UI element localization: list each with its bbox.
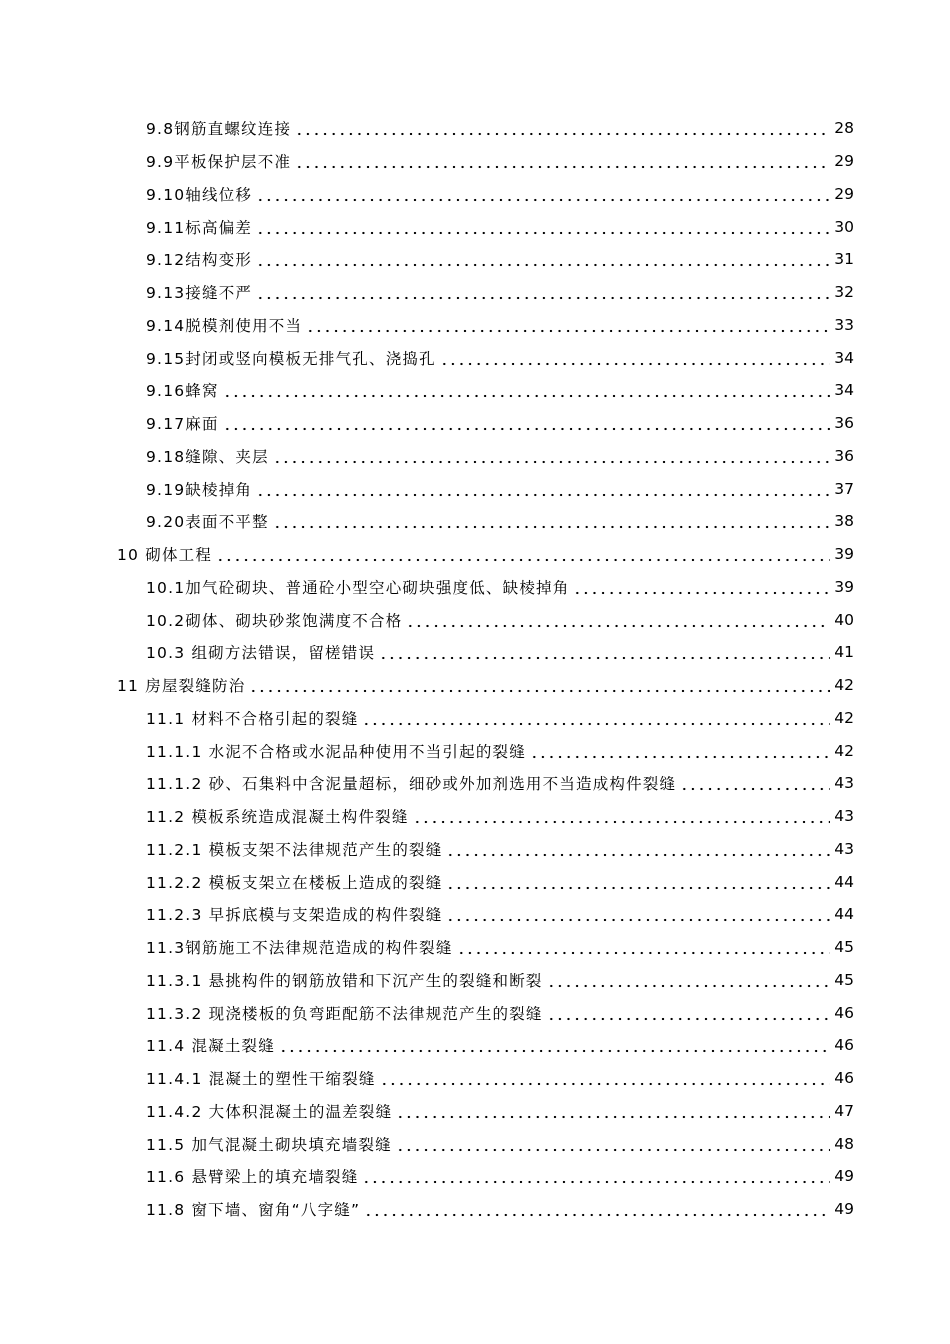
toc-entry-page-number: 44	[834, 872, 854, 891]
toc-entry-title: 9.15封闭或竖向模板无排气孔、浇捣孔	[146, 349, 436, 368]
toc-entry[interactable]	[0, 767, 950, 800]
toc-entry[interactable]	[0, 931, 950, 964]
dot-leader	[295, 153, 830, 169]
toc-entry-page-number: 49	[834, 1167, 854, 1186]
dot-leader	[256, 186, 830, 202]
toc-entry[interactable]	[0, 669, 950, 702]
toc-entry[interactable]	[0, 374, 950, 407]
toc-entry-page-number: 42	[834, 708, 854, 727]
toc-entry-page-number: 48	[834, 1134, 854, 1153]
toc-entry-page-number: 40	[834, 610, 854, 629]
toc-entry[interactable]	[0, 603, 950, 636]
toc-entry-title: 9.16蜂窝	[146, 382, 219, 401]
toc-entry-page-number: 30	[834, 217, 854, 236]
toc-entry-page-number: 43	[834, 839, 854, 858]
toc-entry-title: 9.17麻面	[146, 415, 219, 434]
dot-leader	[256, 251, 830, 267]
toc-entry[interactable]	[0, 341, 950, 374]
toc-entry-title: 11.1.2 砂、石集料中含泥量超标，细砂或外加剂选用不当造成构件裂缝	[146, 775, 677, 794]
table-of-contents	[0, 112, 950, 1226]
toc-entry[interactable]	[0, 1095, 950, 1128]
dot-leader	[396, 1103, 830, 1119]
dot-leader	[273, 513, 830, 529]
toc-entry-page-number: 49	[834, 1200, 854, 1219]
dot-leader	[256, 481, 830, 497]
toc-entry[interactable]	[0, 1160, 950, 1193]
dot-leader	[396, 1136, 830, 1152]
toc-entry[interactable]	[0, 178, 950, 211]
toc-entry-title: 11.1 材料不合格引起的裂缝	[146, 709, 359, 728]
toc-entry[interactable]	[0, 964, 950, 997]
dot-leader	[279, 1037, 830, 1053]
toc-entry-title: 10.1加气砼砌块、普通砼小型空心砌块强度低、缺棱掉角	[146, 578, 570, 597]
toc-entry[interactable]	[0, 1127, 950, 1160]
toc-entry-page-number: 43	[834, 774, 854, 793]
dot-leader	[446, 906, 830, 922]
toc-entry-title: 10.2砌体、砌块砂浆饱满度不合格	[146, 611, 403, 630]
toc-entry-title: 11.2.3 早拆底模与支架造成的构件裂缝	[146, 906, 443, 925]
dot-leader	[273, 448, 830, 464]
dot-leader	[547, 972, 830, 988]
toc-entry[interactable]	[0, 1029, 950, 1062]
dot-leader	[440, 350, 830, 366]
toc-entry[interactable]	[0, 996, 950, 1029]
toc-entry[interactable]	[0, 636, 950, 669]
toc-entry[interactable]	[0, 112, 950, 145]
toc-entry-title: 9.12结构变形	[146, 251, 253, 270]
toc-entry-title: 9.20表面不平整	[146, 513, 269, 532]
toc-entry-title: 11.1.1 水泥不合格或水泥品种使用不当引起的裂缝	[146, 742, 526, 761]
toc-entry-title: 9.18缝隙、夹层	[146, 447, 269, 466]
dot-leader	[362, 1168, 830, 1184]
dot-leader	[223, 382, 830, 398]
toc-entry-title: 9.9平板保护层不准	[146, 153, 292, 172]
toc-entry[interactable]	[0, 309, 950, 342]
dot-leader	[413, 808, 830, 824]
toc-entry-page-number: 34	[834, 381, 854, 400]
toc-entry[interactable]	[0, 833, 950, 866]
dot-leader	[406, 612, 830, 628]
toc-entry[interactable]	[0, 472, 950, 505]
dot-leader	[362, 710, 830, 726]
toc-entry-page-number: 28	[834, 119, 854, 138]
toc-entry-page-number: 43	[834, 807, 854, 826]
toc-entry-page-number: 41	[834, 643, 854, 662]
toc-entry[interactable]	[0, 440, 950, 473]
toc-entry-page-number: 46	[834, 1069, 854, 1088]
dot-leader	[216, 546, 830, 562]
toc-entry-title: 11.3.2 现浇楼板的负弯距配筋不法律规范产生的裂缝	[146, 1004, 543, 1023]
toc-entry-title: 9.13接缝不严	[146, 284, 253, 303]
toc-entry-page-number: 31	[834, 250, 854, 269]
toc-entry-title: 11 房屋裂缝防治	[117, 677, 246, 696]
toc-entry-page-number: 33	[834, 315, 854, 334]
dot-leader	[295, 120, 830, 136]
toc-entry-page-number: 44	[834, 905, 854, 924]
dot-leader	[680, 775, 830, 791]
dot-leader	[380, 1070, 830, 1086]
dot-leader	[364, 1201, 830, 1217]
toc-entry-title: 9.19缺棱掉角	[146, 480, 253, 499]
dot-leader	[446, 874, 830, 890]
toc-entry[interactable]	[0, 145, 950, 178]
toc-entry[interactable]	[0, 734, 950, 767]
toc-entry[interactable]	[0, 865, 950, 898]
toc-entry-page-number: 36	[834, 414, 854, 433]
dot-leader	[573, 579, 830, 595]
toc-entry-title: 11.2.2 模板支架立在楼板上造成的裂缝	[146, 873, 443, 892]
toc-entry-title: 11.2.1 模板支架不法律规范产生的裂缝	[146, 840, 443, 859]
toc-entry-page-number: 37	[834, 479, 854, 498]
dot-leader	[256, 219, 830, 235]
dot-leader	[446, 841, 830, 857]
toc-entry-page-number: 29	[834, 152, 854, 171]
toc-entry-title: 11.6 悬臂梁上的填充墙裂缝	[146, 1168, 359, 1187]
toc-entry-page-number: 36	[834, 446, 854, 465]
toc-entry-page-number: 39	[834, 545, 854, 564]
toc-entry-page-number: 39	[834, 577, 854, 596]
dot-leader	[530, 743, 830, 759]
dot-leader	[223, 415, 830, 431]
toc-entry-title: 10.3 组砌方法错误，留槎错误	[146, 644, 376, 663]
toc-entry-page-number: 38	[834, 512, 854, 531]
toc-entry-title: 11.8 窗下墙、窗角“八字缝”	[146, 1201, 361, 1220]
toc-entry-title: 11.4 混凝土裂缝	[146, 1037, 275, 1056]
toc-entry[interactable]	[0, 1193, 950, 1226]
toc-entry-page-number: 47	[834, 1101, 854, 1120]
toc-entry-page-number: 45	[834, 938, 854, 957]
toc-entry[interactable]	[0, 898, 950, 931]
toc-entry-page-number: 32	[834, 283, 854, 302]
toc-entry-title: 11.3钢筋施工不法律规范造成的构件裂缝	[146, 939, 453, 958]
dot-leader	[256, 284, 830, 300]
toc-entry-page-number: 29	[834, 184, 854, 203]
toc-entry-page-number: 34	[834, 348, 854, 367]
dot-leader	[306, 317, 830, 333]
toc-entry-page-number: 42	[834, 676, 854, 695]
toc-entry-page-number: 46	[834, 1036, 854, 1055]
toc-entry[interactable]	[0, 800, 950, 833]
toc-entry-title: 11.4.1 混凝土的塑性干缩裂缝	[146, 1070, 376, 1089]
toc-entry-title: 11.4.2 大体积混凝土的温差裂缝	[146, 1102, 393, 1121]
toc-entry[interactable]	[0, 1062, 950, 1095]
toc-entry-title: 9.11标高偏差	[146, 218, 253, 237]
toc-entry-page-number: 42	[834, 741, 854, 760]
toc-entry[interactable]	[0, 276, 950, 309]
toc-entry-title: 9.10轴线位移	[146, 185, 253, 204]
toc-entry-title: 9.14脱模剂使用不当	[146, 316, 303, 335]
toc-entry[interactable]	[0, 243, 950, 276]
toc-entry-page-number: 45	[834, 970, 854, 989]
dot-leader	[249, 677, 830, 693]
toc-entry-title: 11.3.1 悬挑构件的钢筋放错和下沉产生的裂缝和断裂	[146, 971, 543, 990]
dot-leader	[379, 644, 830, 660]
dot-leader	[457, 939, 830, 955]
toc-entry[interactable]	[0, 702, 950, 735]
dot-leader	[547, 1005, 830, 1021]
toc-entry-title: 9.8钢筋直螺纹连接	[146, 120, 292, 139]
toc-entry-title: 11.5 加气混凝土砌块填充墙裂缝	[146, 1135, 392, 1154]
toc-entry-title: 10 砌体工程	[117, 546, 213, 565]
toc-entry[interactable]	[0, 571, 950, 604]
toc-entry[interactable]	[0, 538, 950, 571]
toc-entry-page-number: 46	[834, 1003, 854, 1022]
toc-entry[interactable]	[0, 505, 950, 538]
toc-entry[interactable]	[0, 210, 950, 243]
toc-entry-title: 11.2 模板系统造成混凝土构件裂缝	[146, 808, 409, 827]
toc-entry[interactable]	[0, 407, 950, 440]
